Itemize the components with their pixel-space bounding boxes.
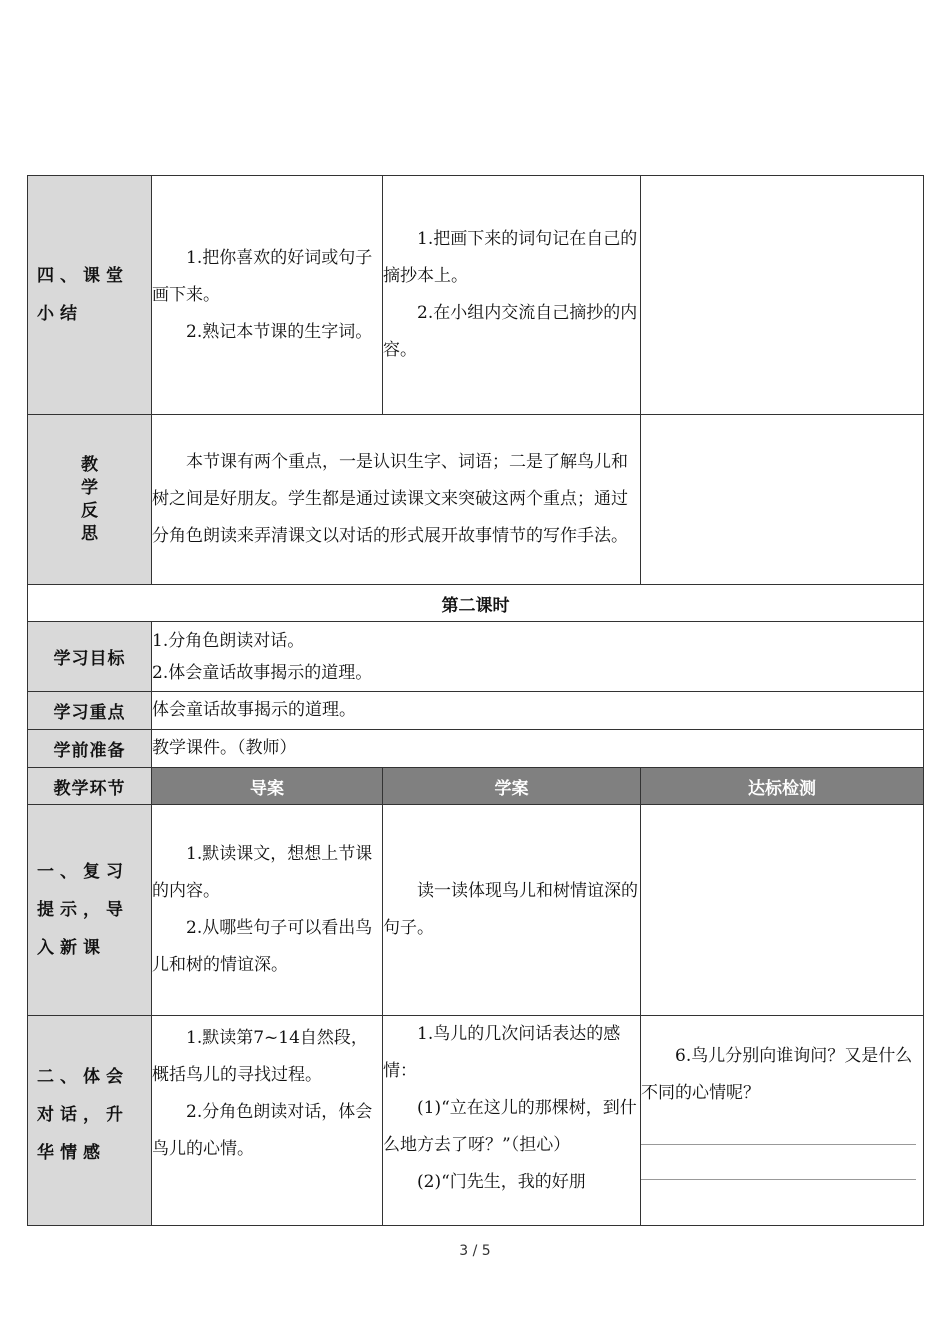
review-label-cell	[28, 805, 152, 1016]
prep-row	[28, 730, 924, 768]
summary-row	[28, 176, 924, 415]
summary-label: 四、课堂小结	[37, 266, 129, 324]
dialogue-study-cell	[383, 1016, 641, 1226]
review-guide-cell	[152, 805, 383, 1016]
summary-study-item: 1.把画下来的词句记在自己的摘抄本上。	[383, 229, 638, 286]
reflection-label-cell	[28, 415, 152, 585]
reflection-text: 本节课有两个重点，一是认识生字、词语；二是了解鸟儿和树之间是好朋友。学生都是通过读课文来突破这两个重点；通过分角色朗读来弄清课文以对话的形式展开故事情节的写作手法。	[152, 452, 628, 546]
column-stage: 教学环节	[28, 768, 152, 805]
prep-text: 教学课件。（教师）	[152, 730, 924, 768]
dialogue-check-question: 6.鸟儿分别向谁询问？又是什么不同的心情呢？	[641, 1046, 913, 1103]
review-study-cell	[383, 805, 641, 1016]
focus-row	[28, 692, 924, 730]
dialogue-study-item: (2)“门先生，我的好朋	[417, 1172, 586, 1192]
review-check-cell	[641, 805, 924, 1016]
summary-guide-item: 2.熟记本节课的生字词。	[186, 321, 373, 342]
review-guide-item: 1.默读课文，想想上节课的内容。	[152, 844, 373, 901]
goal-item: 1.分角色朗读对话。	[152, 630, 305, 651]
answer-line[interactable]	[641, 1179, 916, 1180]
column-header-row	[28, 768, 924, 805]
reflection-label: 教 学 反 思	[81, 454, 98, 544]
summary-guide-cell	[152, 176, 383, 415]
column-guide: 导案	[152, 768, 383, 805]
goals-row	[28, 622, 924, 692]
dialogue-check-cell	[641, 1016, 924, 1226]
reflection-row	[28, 415, 924, 585]
reflection-empty-cell	[641, 415, 924, 585]
dialogue-study-item: (1)“立在这儿的那棵树，到什么地方去了呀？”（担心）	[383, 1098, 637, 1155]
dialogue-label: 二、体会对话，升华情感	[37, 1067, 129, 1163]
dialogue-guide-item: 2.分角色朗读对话，体会鸟儿的心情。	[152, 1102, 373, 1159]
review-label: 一、复习提示，导入新课	[37, 862, 129, 958]
dialogue-label-cell	[28, 1016, 152, 1226]
dialogue-guide-cell	[152, 1016, 383, 1226]
section-title: 第二课时	[28, 585, 924, 622]
summary-study-item: 2.在小组内交流自己摘抄的内容。	[383, 303, 638, 360]
summary-study-cell	[383, 176, 641, 415]
dialogue-row	[28, 1016, 924, 1226]
goal-item: 2.体会童话故事揭示的道理。	[152, 662, 373, 683]
prep-label: 学前准备	[28, 730, 152, 768]
summary-check-cell	[641, 176, 924, 415]
column-check: 达标检测	[641, 768, 924, 805]
page-number: 3 / 5	[459, 1243, 491, 1259]
focus-text: 体会童话故事揭示的道理。	[152, 692, 924, 730]
goals-cell	[152, 622, 924, 692]
column-study: 学案	[383, 768, 641, 805]
dialogue-study-item: 1.鸟儿的几次问话表达的感情：	[383, 1024, 621, 1081]
summary-guide-item: 1.把你喜欢的好词或句子画下来。	[152, 247, 373, 305]
dialogue-guide-item: 1.默读第7~14自然段，概括鸟儿的寻找过程。	[152, 1028, 368, 1085]
lesson-plan-table	[27, 175, 924, 1226]
reflection-text-cell	[152, 415, 641, 585]
review-guide-item: 2.从哪些句子可以看出鸟儿和树的情谊深。	[152, 918, 373, 975]
review-study-item: 读一读体现鸟儿和树情谊深的句子。	[383, 881, 638, 938]
focus-label: 学习重点	[28, 692, 152, 730]
summary-label-cell	[28, 176, 152, 415]
review-row	[28, 805, 924, 1016]
section-title-row	[28, 585, 924, 622]
goals-label: 学习目标	[28, 622, 152, 692]
